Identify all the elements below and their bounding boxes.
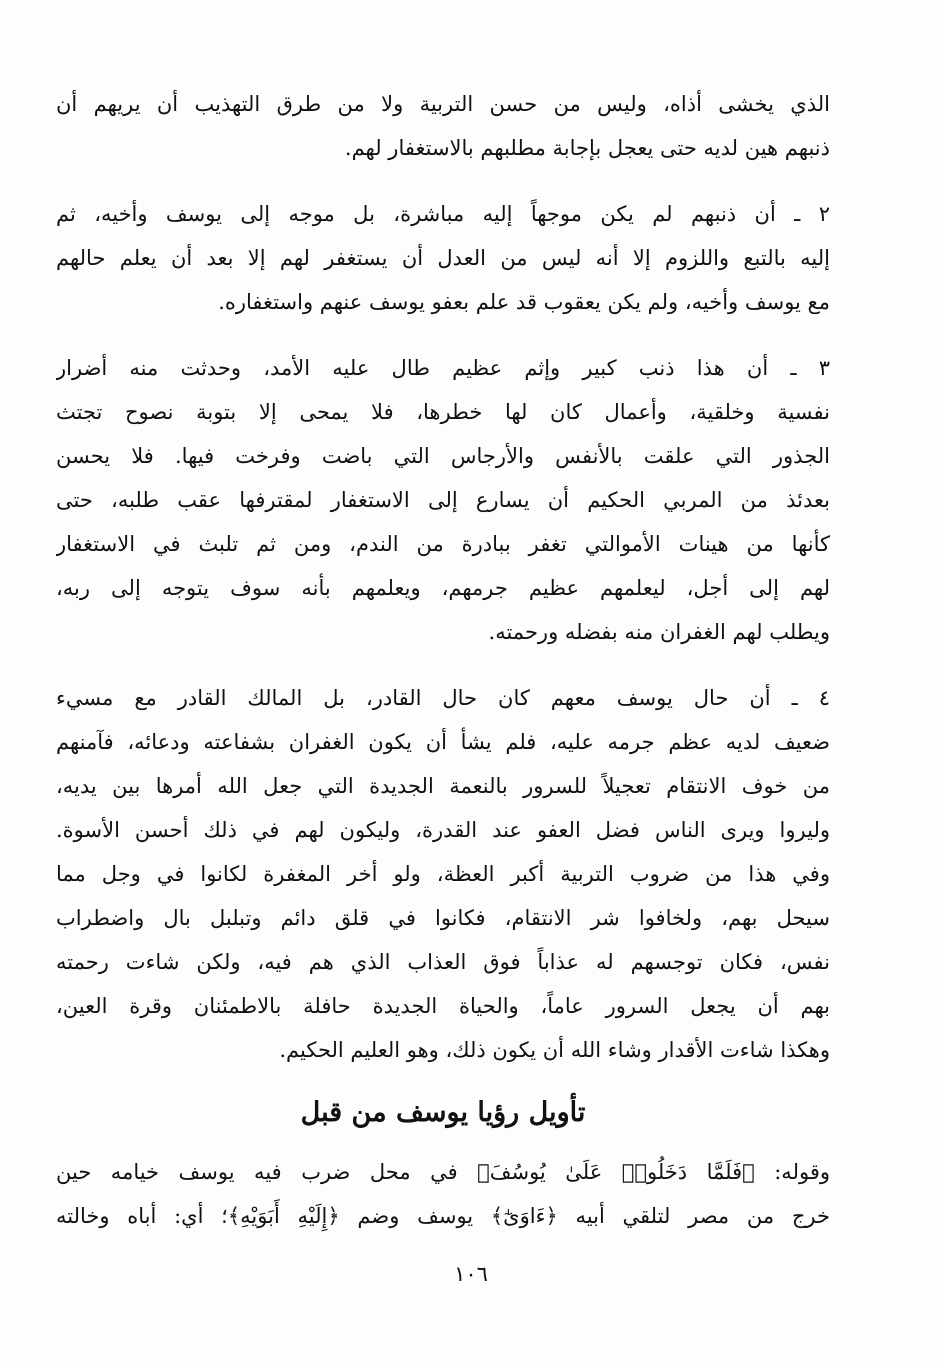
- text-line: الذي يخشى أذاه، وليس من حسن التربية ولا من طرق التهذيب أن يريهم أن: [56, 92, 830, 116]
- text-line: إليه بالتبع واللزوم إلا أنه ليس من العدل أن يستغفر لهم إلا بعد أن يعلم حالهم: [56, 246, 830, 270]
- text-line: كأنها من هينات الأموالتي تغفر ببادرة من الندم، ومن ثم تلبث في الاستغفار: [56, 532, 830, 556]
- text-line: ٣ ـ أن هذا ذنب كبير وإثم عظيم طال عليه الأمد، وحدثت منه أضرار: [56, 356, 830, 380]
- text-line: مع يوسف وأخيه، ولم يكن يعقوب قد علم بعفو يوسف عنهم واستغفاره.: [218, 290, 830, 314]
- text-line: نفس، فكان توجسهم له عذاباً فوق العذاب الذي هم فيه، ولكن شاءت رحمته: [56, 950, 830, 974]
- page-number: ١٠٦: [454, 1262, 488, 1286]
- text-line: الجذور التي علقت بالأنفس والأرجاس التي باضت وفرخت فيها. فلا يحسن: [56, 444, 830, 468]
- text-line: بعدئذ من المربي الحكيم أن يسارع إلى الاستغفار لمقترفها عقب طلبه، حتى: [56, 488, 830, 512]
- section-heading: تأويل رؤيا يوسف من قبل: [300, 1097, 586, 1128]
- paragraph-intro: [56, 82, 830, 170]
- page-content: [56, 82, 830, 1238]
- text-line: بهم أن يجعل السرور عاماً، والحياة الجديدة حافلة بالاطمئنان وقرة العين،: [56, 994, 830, 1018]
- text-line: وقوله: ﴿فَلَمَّا دَخَلُوا۟ عَلَىٰ يُوسُفَ﴾ في محل ضرب فيه يوسف خيامه حين: [56, 1160, 830, 1184]
- text-line: من خوف الانتقام تعجيلاً للسرور بالنعمة الجديدة التي جعل الله أمرها بين يديه،: [56, 774, 830, 798]
- text-line: لهم إلى أجل، ليعلمهم عظيم جرمهم، ويعلمهم بأنه سوف يتوجه إلى ربه،: [56, 576, 830, 600]
- paragraph-point-2: [56, 192, 830, 324]
- paragraph-point-3: [56, 346, 830, 654]
- text-line: وليروا ويرى الناس فضل العفو عند القدرة، وليكون لهم في ذلك أحسن الأسوة.: [56, 818, 830, 842]
- paragraph-final: [56, 1150, 830, 1238]
- text-line: ٢ ـ أن ذنبهم لم يكن موجهاً إليه مباشرة، بل موجه إلى يوسف وأخيه، ثم: [56, 202, 830, 226]
- text-line: وفي هذا من ضروب التربية أكبر العظة، ولو أخر المغفرة لكانوا في وجل مما: [56, 862, 830, 886]
- text-line: نفسية وخلقية، وأعمال كان لها خطرها، فلا يمحى إلا بتوبة نصوح تجتث: [56, 400, 830, 424]
- text-line: ذنبهم هين لديه حتى يعجل بإجابة مطلبهم بالاستغفار لهم.: [344, 136, 830, 160]
- text-line: ضعيف لديه عظم جرمه عليه، فلم يشأ أن يكون الغفران بشفاعته ودعائه، فآمنهم: [56, 730, 830, 754]
- text-line: خرج من مصر لتلقي أبيه ﴿ءَاوَىٰٓ﴾ يوسف وضم ﴿إِلَيْهِ أَبَوَيْهِ﴾؛ أي: أباه وخالته: [56, 1204, 830, 1228]
- text-line: وهكذا شاءت الأقدار وشاء الله أن يكون ذلك، وهو العليم الحكيم.: [279, 1038, 830, 1062]
- text-line: ويطلب لهم الغفران منه بفضله ورحمته.: [488, 620, 830, 644]
- text-line: ٤ ـ أن حال يوسف معهم كان حال القادر، بل المالك القادر مع مسيء: [56, 686, 830, 710]
- text-line: سيحل بهم، ولخافوا شر الانتقام، فكانوا في قلق دائم وتبلبل بال واضطراب: [56, 906, 830, 930]
- paragraph-point-4: [56, 676, 830, 1072]
